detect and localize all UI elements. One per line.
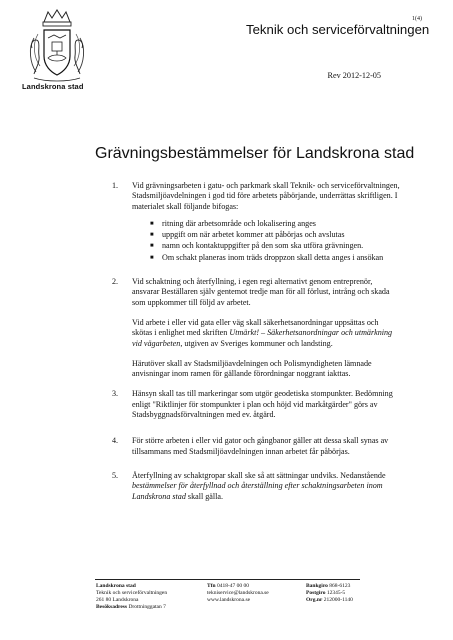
item-text: Återfyllning av schaktgropar skall ske så att sättningar undviks. Nedanstående bestämmelser för återfyllnad och återställning efter schaktningsarbeten inom Landskrona stad skall gälla.: [132, 470, 386, 501]
item-number: 1.: [112, 181, 119, 190]
item-paragraph: Vid arbete i eller vid gata eller väg skall säkerhetsanordningar uppsättas och skötas i enlighet med skriften Utmärkt! – Säkerhetsanordningar och utmärkning vid vägarbeten, utgiven av Sveriges kommuner och landsting.: [132, 317, 393, 348]
page-number: 1(4): [412, 16, 422, 22]
bullet-list: [132, 219, 400, 263]
footer-payment-info: Bankgiro 868-6123 Postgiro 12345-5 Org.nr 212000-1140: [306, 583, 353, 604]
bullet-icon: ■: [150, 254, 154, 261]
item-number: 2.: [112, 277, 119, 287]
item-number: 3.: [112, 389, 119, 399]
item-text: Vid grävningsarbeten i gatu- och parkmark skall Teknik- och serviceförvaltningen, Stadsmiljöavdelningen i god tid före arbetets påbörjande, underrättas skriftligen. I materialet skall följande bifogas:: [132, 181, 400, 211]
list-item-5: [112, 471, 400, 502]
item-paragraph: Härutöver skall av Stadsmiljöavdelningen och Polismyndigheten lämnade anvisningar inom ramen för gällande förordningar noggrant iakttas.: [132, 358, 372, 379]
bullet-item: ■ Om schakt planeras inom träds droppzon skall detta anges i ansökan: [150, 252, 384, 262]
item-text: Hänsyn skall tas till markeringar som utgör geodetiska stompunkter. Bedömning enligt "Riktlinjer för stompunkter i plan och höjd vid markåtgärder" görs av Stadsbyggnadsförvaltningen med ev. åtgärd.: [132, 389, 393, 420]
regulation-title: bestämmelser för återfyllnad och återställning efter schaktningsarbeten inom Landskrona stad: [132, 481, 383, 501]
publication-title: Utmärkt! – Säkerhetsanordningar och utmärkning vid vägarbeten: [132, 328, 393, 348]
list-item-4: [112, 436, 400, 457]
logo-caption: Landskrona stad: [22, 82, 84, 91]
item-text: För större arbeten i eller vid gator och gångbanor gäller att dessa skall synas av tillsammans med Stadsmiljöavdelningen innan arbetet får påbörjas.: [132, 436, 389, 456]
coat-of-arms-logo: [26, 8, 88, 90]
department-heading: Teknik och serviceförvaltningen: [246, 22, 430, 37]
footer-website-link[interactable]: www.landskrona.se: [207, 597, 251, 604]
bullet-item: ■ uppgift om när arbetet kommer att påbörjas och avslutas: [150, 230, 345, 240]
item-number: 5.: [112, 470, 119, 480]
document-body: [112, 181, 400, 512]
footer-divider: [95, 579, 360, 580]
bullet-icon: ■: [150, 243, 154, 250]
bullet-item: ■ ritning där arbetsområde och lokalisering anges: [150, 218, 316, 228]
list-item-3: [112, 389, 400, 420]
revision-date: Rev 2012-12-05: [327, 71, 381, 80]
bullet-item: ■ namn och kontaktuppgifter på den som ska utföra grävningen.: [150, 241, 364, 251]
footer-address: Landskrona stad Teknik och serviceförvaltningen 261 80 Landskrona Besöksadress Drottninggatan 7: [96, 583, 168, 611]
document-title: Grävningsbestämmelser för Landskrona stad: [95, 145, 415, 162]
footer-contact: Tfn 0418-47 00 00 tekniservice@landskrona.se www.landskrona.se: [207, 583, 269, 604]
bullet-icon: ■: [150, 232, 154, 239]
item-paragraph: Vid schaktning och återfyllning, i egen regi alternativt genom entreprenör, ansvarar Beställaren själv gentemot tredje man för all förlust, intrång och skada som uppkommer till följd av arbetet.: [132, 277, 390, 307]
list-item-2: [112, 277, 400, 379]
item-number: 4.: [112, 436, 119, 446]
list-item-1: [112, 181, 400, 263]
bullet-icon: ■: [150, 220, 154, 227]
footer-email-link[interactable]: tekniservice@landskrona.se: [207, 590, 269, 597]
